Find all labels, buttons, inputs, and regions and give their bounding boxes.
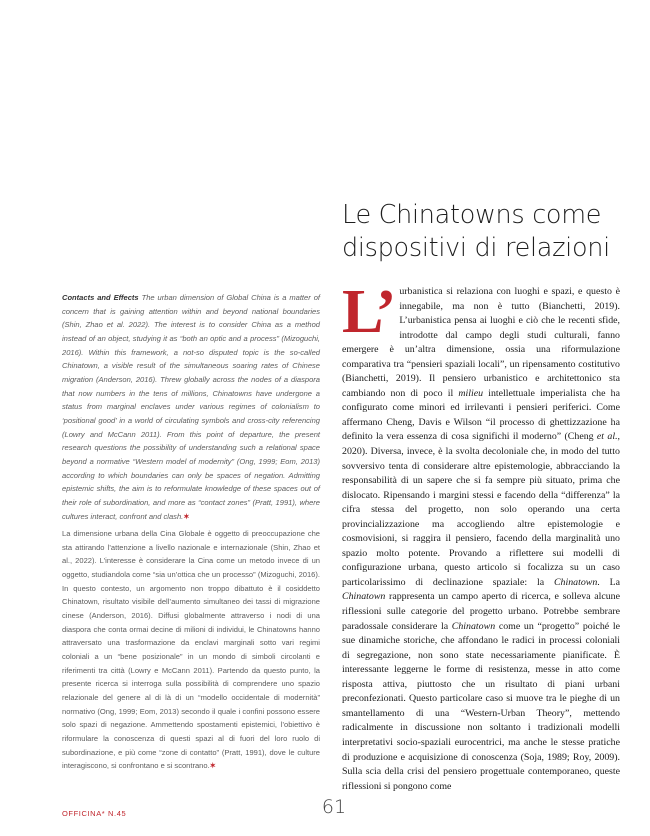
title-line-1: Le Chinatowns come [342,200,602,230]
body-text: , 2020). Diversa, invece, è la svolta decoloniale che, in modo del tutto sovversivo tenta di considerare altre epistemologie, abbracciando la responsabilità di un sapere che si fa sempre più situato, prima che dislocato. Ripensando i margini stessi e facendo della “differenza” la cifra stessa del progetto, non solo operando una certa provincializzazione ma accogliendo altre epistemologie e cosmovisioni, si raggira il pensiero, facendo della marginalità uno spazio molto potente. Provando a riflettere sui modelli di configurazione urbana, questo articolo si focalizza su un caso particolarissimo di declinazione spaziale: la [342,431,621,588]
body-text: urbanistica si relaziona con luoghi e spazi, e questo è innegabile, ma non è tutto (Bianchetti, 2019). L’urbanistica pensa ai luoghi e ciò che le recenti sfide, introdotte dal campo degli studi culturali, fanno emergere è un’altra dimensione, ossia una riformulazione comparativa tra “pensieri spaziali locali”, un ripensamento costitutivo (Bianchetti, 2019). Il pensiero urbanistico e architettonico sta cambiando non di poco il [342,286,620,399]
body-text: come un “progetto” poiché le sue dinamiche storiche, che affondano le radici in processi coloniali di segregazione, non sono state necessariamente pianificate. È interessante leggerne le forme di resistenza, messe in atto come risposta attiva, piuttosto che un risultato di piani urbani preconfezionati. Questo particolare caso si muove tra le pieghe di un smantellamento di una “Western-Urban Theory”, mettendo radicalmente in discussione non soltanto i tradizionali modelli interpretativi socio-spaziali eurocentrici, ma anche le stesse pratiche di produzione e acquisizione di conoscenza (Soja, 1989; Roy, 2009). Sulla scia della crisi del pensiero progettuale contemporaneo, queste riflessioni si pongono come [342,620,620,792]
body-text: intellettuale imperialista che ha configurato come minori ed irrilevanti i pensieri periferici. Come affermano Cheng, Davis e Wilson “il processo di ghettizzazione ha definito la vera essenza di cosa significhi il moderno” (Cheng [342,387,620,443]
body-italic: Chinatown [553,576,598,588]
body-text: . La [597,576,620,588]
abstract-italian [62,527,320,773]
body-italic: et al. [596,431,618,443]
page-number: 61 [321,796,347,818]
abstract-english [62,291,320,523]
body-italic: Chinatown [451,620,496,632]
journal-footer: OFFICINA* N.45 [62,809,127,818]
body-text: rappresenta un campo aperto di ricerca, e solleva alcune riflessioni sulle categorie del progetto urbano. Potrebbe sembrare paradossale considerare la [342,591,620,632]
body-italic: milieu [458,387,484,399]
page-title [342,199,632,265]
body-column [342,278,621,794]
title-line-2: dispositivi di relazioni [342,233,610,263]
end-mark-icon: ✶ [209,761,216,771]
drop-cap: L’ [342,278,395,346]
body-italic: Chinatown [342,591,386,603]
end-mark-icon: ✶ [183,511,190,521]
abstract-english-text: The urban dimension of Global China is a matter of concern that is gaining attention within and beyond national boundaries (Shin, Zhao et al. 2022). The interest is to consider China as a method instead of an object, studying it as “both an optic and a process” (Mizoguchi, 2016). Within this framework, a not-so disputed topic is the so-called Chinatown, a visible result of the simultaneous soaring rates of Chinese migration (Anderson, 2016). Threw globally across the nodes of a diaspora that now numbers in the tens of millions, Chinatowns have undergone a status from marginal enclaves under various regimes of colonialism to ‘positional good’ in a world of circulating symbols and cross-city referencing (Lowry and McCann 2011). From this point of departure, the present research questions the possibility of understanding such a relational space beyond a normative “Western model of modernity” (Ong, 1999; Eom, 2013) according to which boundaries can only be spaces of negation. Admitting epistemic shifts, the aim is to reformulate knowledge of these spaces out of their role of subordination, and more as “contact zones” (Pratt, 1991), where cultures interact, confront and clash. [62,293,320,521]
abstract-lead: Contacts and Effects [62,293,139,302]
abstract-italian-text: La dimensione urbana della Cina Globale è oggetto di preoccupazione che sta attirando l’attenzione a livello nazionale e internazionale (Shin, Zhao et al., 2022). L’interesse è considerare la Cina come un metodo invece di un oggetto, studiandola come “sia un’ottica che un processo” (Mizoguchi, 2016). In questo contesto, un argomento non troppo dibattuto è il cosiddetto Chinatown, risultato visibile dell’aumento simultaneo dei tassi di migrazione cinese (Anderson, 2016). Diffusi globalmente attraverso i nodi di una diaspora che conta ormai decine di milioni di individui, le Chinatowns hanno attraversato una trasformazione da enclavi marginali sotto vari regimi coloniali a un “bene posizionale” in un mondo di simboli circolanti e riferimenti tra città (Lowry e McCann 2011). Partendo da questo punto, la presente ricerca si interroga sulla possibilità di comprendere uno spazio relazionale del genere al di là di un “modello occidentale di modernità” normativo (Ong, 1999; Eom, 2013) secondo il quale i confini possono essere solo spazi di negazione. Ammettendo spostamenti epistemici, l’obiettivo è riformulare la conoscenza di questi spazi al di fuori del loro ruolo di subordinazione, e più come “zone di contatto” (Pratt, 1991), dove le culture interagiscono, si confrontano e si scontrano. [62,529,320,771]
